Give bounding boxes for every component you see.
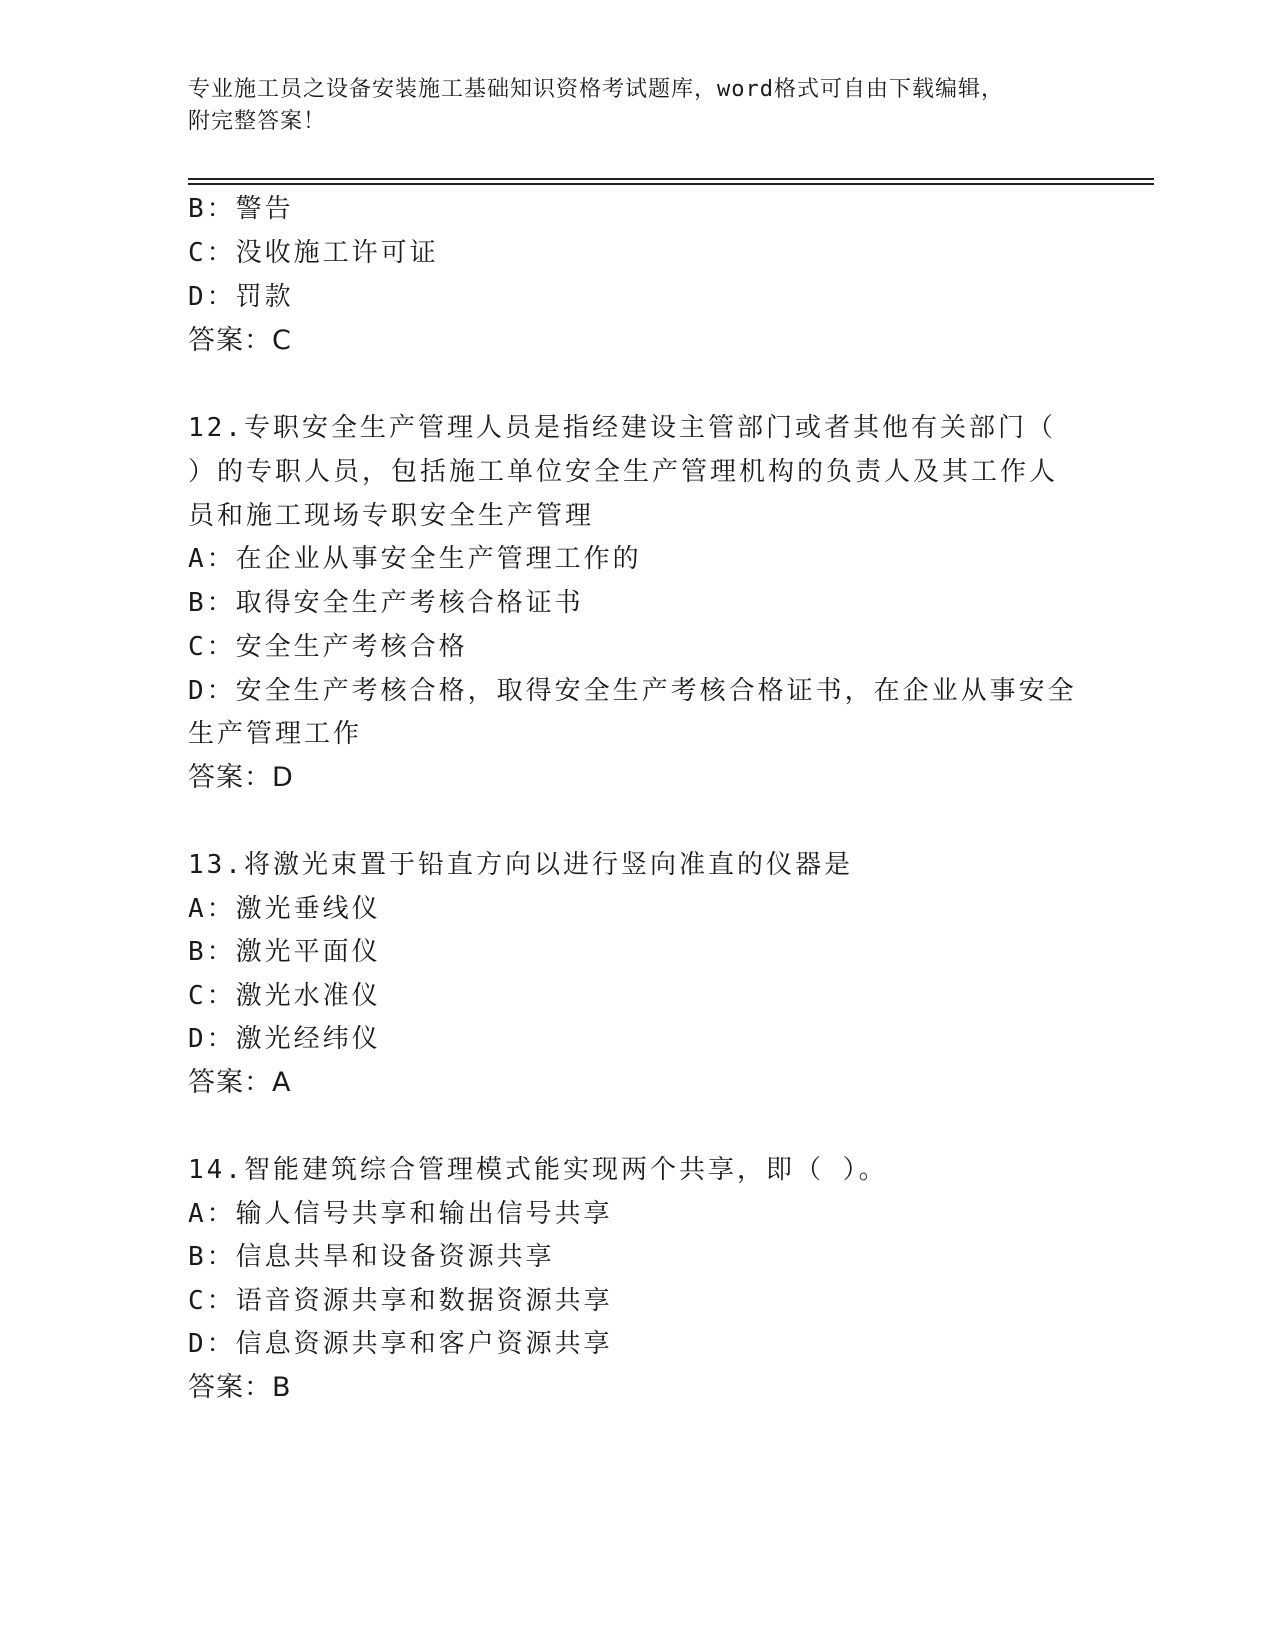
option-d: D：激光经纬仪 <box>188 1024 381 1054</box>
option-b: B：警告 <box>188 194 294 224</box>
option-d: D：信息资源共享和客户资源共享 <box>188 1329 613 1359</box>
option-b: B：取得安全生产考核合格证书 <box>188 588 584 618</box>
answer: 答案：A <box>188 1067 292 1098</box>
document-header <box>188 74 1088 138</box>
question-stem: 12.专职安全生产管理人员是指经建设主管部门或者其他有关部门（ <box>188 413 1056 443</box>
option-d: D：安全生产考核合格，取得安全生产考核合格证书，在企业从事安全 <box>188 676 1077 706</box>
question-stem: 13.将激光束置于铅直方向以进行竖向准直的仪器是 <box>188 850 853 880</box>
option-c: C：语音资源共享和数据资源共享 <box>188 1286 613 1316</box>
header-line-1: 专业施工员之设备安装施工基础知识资格考试题库，word格式可自由下载编辑， <box>188 77 1004 102</box>
option-c: C：安全生产考核合格 <box>188 632 468 662</box>
option-a: A：输人信号共享和输出信号共享 <box>188 1199 613 1229</box>
option-d-continued: 生产管理工作 <box>188 719 363 749</box>
answer: 答案：B <box>188 1372 292 1403</box>
option-c: C：没收施工许可证 <box>188 238 439 268</box>
option-a: A：激光垂线仪 <box>188 894 381 924</box>
option-a: A：在企业从事安全生产管理工作的 <box>188 544 642 574</box>
option-c: C：激光水准仪 <box>188 981 381 1011</box>
header-divider-top <box>188 178 1154 180</box>
header-divider-bottom <box>188 183 1154 185</box>
option-d: D：罚款 <box>188 282 294 312</box>
question-stem: 14.智能建筑综合管理模式能实现两个共享，即（ ）。 <box>188 1155 888 1185</box>
question-stem: 员和施工现场专职安全生产管理 <box>188 501 595 531</box>
option-b: B：激光平面仪 <box>188 937 381 967</box>
answer: 答案：D <box>188 762 294 793</box>
option-b: B：信息共旱和设备资源共享 <box>188 1242 555 1272</box>
question-stem: ）的专职人员，包括施工单位安全生产管理机构的负责人及其工作人 <box>188 457 1059 487</box>
answer: 答案：C <box>188 325 292 356</box>
header-line-2: 附完整答案！ <box>188 109 327 134</box>
